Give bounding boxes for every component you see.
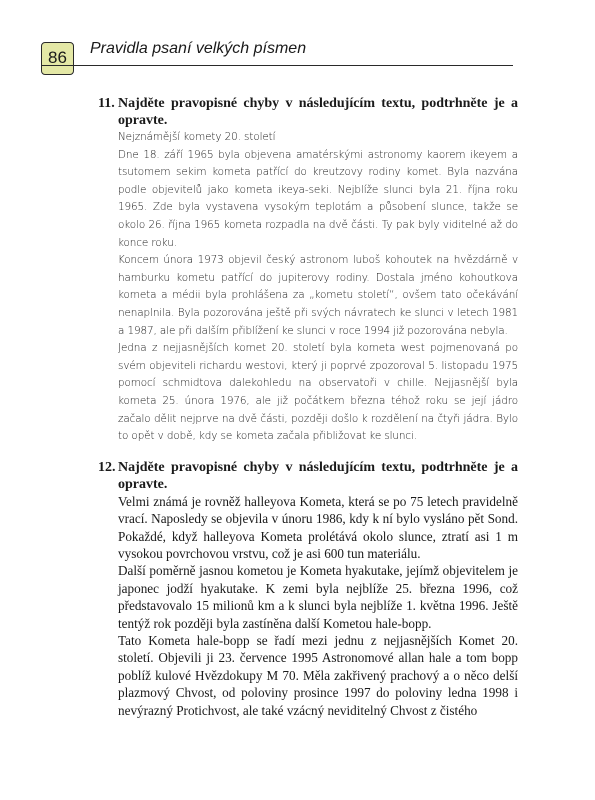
paragraph: Koncem února 1973 objevil český astronom luboš kohoutek na hvězdárně v hamburku kometu patřící do jupiterovy rodiny. Dostala jméno kohoutkova kometa a médii byla prohlášena za „kometu století“, ovšem tato očekávání nenaplnila. Byla pozorována ještě při svých návratech ke slunci v letech 1981 a 1987, ale při dalším přiblížení ke slunci v roce 1994 již pozorována nebyla.	[118, 254, 518, 337]
page-content	[98, 95, 518, 732]
exercise-12	[98, 459, 518, 719]
header-divider	[41, 65, 513, 66]
paragraph: Dne 18. září 1965 byla objevena amatérskými astronomy kaorem ikeyem a tsutomem sekim kometa patřící do kreutzovy rodiny komet. Byla nazvána podle objevitelů jako kometa ikeya-seki. Nejblíže slunci byla 21. října roku 1965. Zde byla vystavena vysokým teplotám a působení slunce, takže se okolo 26. října 1965 kometa rozpadla na dvě části. Ty pak byly viditelné až do konce roku.	[118, 148, 518, 249]
paragraph: Další poměrně jasnou kometou je Kometa hyakutake, jejímž objevitelem je japonec jodží hyakutake. K zemi byla nejblíže 25. března 1996, což představovalo 15 milionů km a k slunci byla nejblíže 1. května 1996. Ještě tentýž rok později byla zastíněna další Kometou hale-bopp.	[118, 563, 518, 631]
exercise-instruction: Najděte pravopisné chyby v následujícím textu, podtrhněte je a opravte.	[118, 96, 518, 128]
paragraph: Velmi známá je rovněž halleyova Kometa, která se po 75 letech pravidelně vrací. Naposledy se objevila v únoru 1986, kdy k ní bylo vysláno pět Sond. Pokaždé, když halleyova Kometa prolétává okolo slunce, ztratí asi 1 m vysokou povrchovou vrstvu, což je asi 600 tun materiálu.	[118, 493, 518, 561]
exercise-number: 12.	[98, 459, 116, 475]
exercise-heading	[98, 95, 518, 129]
exercise-11	[98, 95, 518, 446]
chapter-title: Pravidla psaní velkých písmen	[90, 40, 307, 57]
paragraph: Tato Kometa hale-bopp se řadí mezi jednu z nejjasnějších Komet 20. století. Objevili ji 23. července 1995 Astronomové allan hale a tom bopp poblíž kulové Hvězdokupy M 70. Měla zakřivený prachový a o něco delší plazmový Chvost, od poloviny prosince 1997 do poloviny ledna 1998 i nevýrazný Protichvost, ale také vzácný neviditelný Chvost z čistého	[118, 632, 518, 718]
printed-text	[98, 493, 518, 719]
text-heading: Nejznámější komety 20. století	[118, 131, 276, 143]
paragraph: Jedna z nejjasnějších komet 20. století byla kometa west pojmenovaná po svém objeviteli richardu westovi, který ji poprvé zpozoroval 5. listopadu 1975 pomocí schmidtova dalekohledu na observatoři v chille. Nejjasnější byla kometa 25. února 1976, ale již počátkem března téhož roku se její jádro začalo dělit nejprve na dvě části, později došlo k rozdělení na čtyři jádra. Bylo to opět v době, kdy se kometa začala přibližovat ke slunci.	[118, 342, 518, 443]
page-number-box: 86	[41, 42, 74, 75]
exercise-heading	[98, 459, 518, 493]
handwritten-text	[98, 129, 518, 446]
exercise-number: 11.	[98, 96, 115, 111]
exercise-instruction: Najděte pravopisné chyby v následujícím textu, podtrhněte je a opravte.	[118, 459, 518, 492]
